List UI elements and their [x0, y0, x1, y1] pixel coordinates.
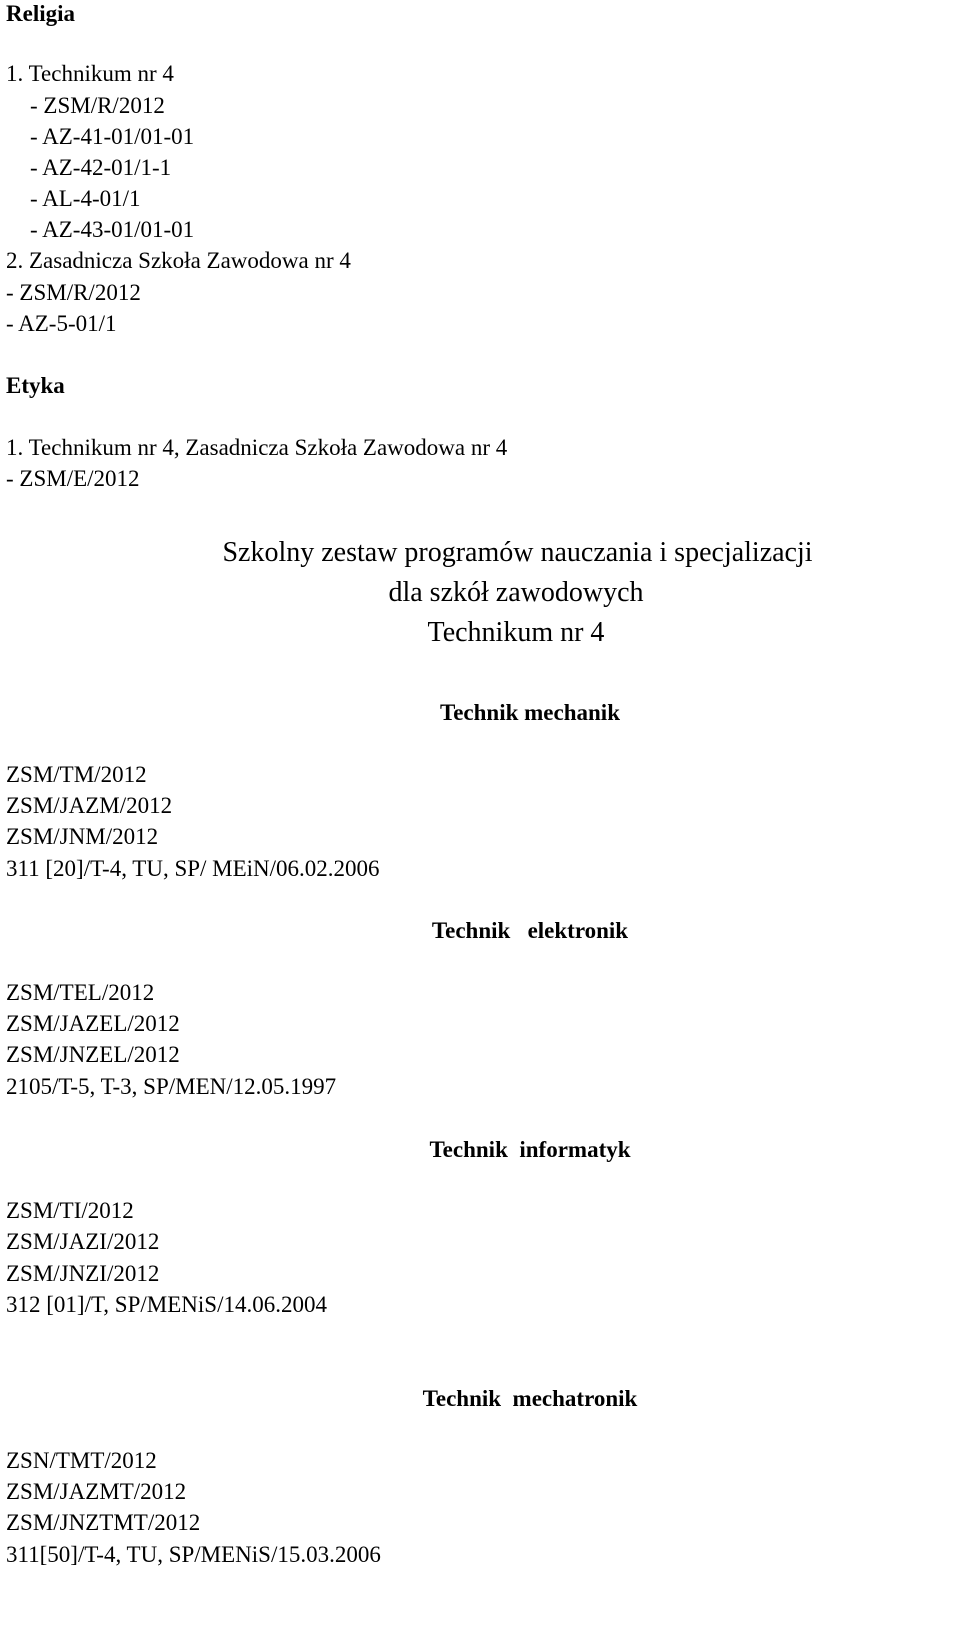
- program-code: ZSM/TM/2012: [6, 762, 147, 787]
- religia-school-1-item: - AZ-41-01/01-01: [30, 124, 195, 149]
- specialization-heading: Technik mechanik: [439, 700, 620, 725]
- specialization-heading: Technik elektronik: [431, 918, 629, 943]
- program-code: ZSM/JAZMT/2012: [6, 1479, 187, 1504]
- program-code: ZSM/JNZI/2012: [6, 1261, 160, 1286]
- religia-school-1-item: - AL-4-01/1: [30, 186, 141, 211]
- religia-school-1-item: - ZSM/R/2012: [30, 93, 165, 118]
- etyka-school: 1. Technikum nr 4, Zasadnicza Szkoła Zawodowa nr 4: [6, 435, 508, 460]
- specialization-heading: Technik mechatronik: [422, 1386, 638, 1411]
- program-code: ZSM/JAZM/2012: [6, 793, 173, 818]
- document-school-name: Technikum nr 4: [427, 617, 605, 648]
- religia-school-2-item: - ZSM/R/2012: [6, 280, 141, 305]
- program-code: ZSM/JNZTMT/2012: [6, 1510, 201, 1535]
- document-subtitle: dla szkół zawodowych: [388, 577, 644, 608]
- program-code: 2105/T-5, T-3, SP/MEN/12.05.1997: [6, 1074, 337, 1099]
- religia-school-1-item: - AZ-42-01/1-1: [30, 155, 172, 180]
- religia-school-1-item: - AZ-43-01/01-01: [30, 217, 195, 242]
- section-heading-etyka: Etyka: [6, 373, 65, 398]
- program-code: ZSM/JAZEL/2012: [6, 1011, 180, 1036]
- program-code: ZSM/TEL/2012: [6, 980, 155, 1005]
- document-title: Szkolny zestaw programów nauczania i specjalizacji: [222, 537, 813, 568]
- program-code: 312 [01]/T, SP/MENiS/14.06.2004: [6, 1292, 327, 1317]
- program-code: ZSM/JNM/2012: [6, 824, 159, 849]
- program-code: ZSM/JAZI/2012: [6, 1229, 160, 1254]
- etyka-item: - ZSM/E/2012: [6, 466, 140, 491]
- program-code: ZSN/TMT/2012: [6, 1448, 157, 1473]
- program-code: ZSM/TI/2012: [6, 1198, 134, 1223]
- program-code: 311 [20]/T-4, TU, SP/ MEiN/06.02.2006: [6, 856, 380, 881]
- religia-school-2: 2. Zasadnicza Szkoła Zawodowa nr 4: [6, 248, 351, 273]
- program-code: ZSM/JNZEL/2012: [6, 1042, 180, 1067]
- specialization-heading: Technik informatyk: [429, 1137, 631, 1162]
- program-code: 311[50]/T-4, TU, SP/MENiS/15.03.2006: [6, 1542, 381, 1567]
- religia-school-1: 1. Technikum nr 4: [6, 61, 174, 86]
- section-heading-religia: Religia: [6, 1, 75, 26]
- religia-school-2-item: - AZ-5-01/1: [6, 311, 117, 336]
